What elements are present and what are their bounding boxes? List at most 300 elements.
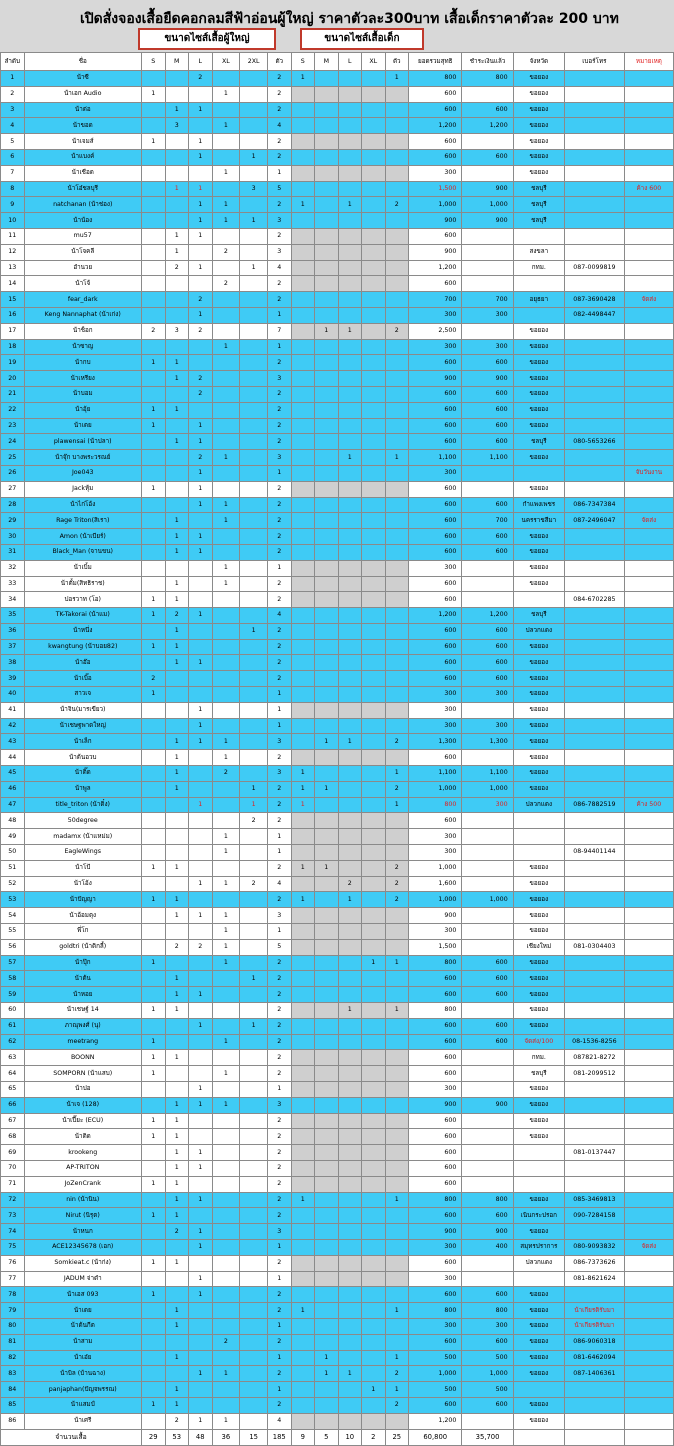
table-cell: ขอยอง (513, 323, 564, 339)
table-cell: 2 (165, 1413, 189, 1429)
table-cell: 12 (1, 244, 25, 260)
table-cell: เนินกระปรอก (513, 1208, 564, 1224)
table-cell (315, 750, 339, 766)
table-cell (240, 1145, 268, 1161)
table-cell (189, 1303, 213, 1319)
table-cell (165, 465, 189, 481)
table-cell: 1 (165, 513, 189, 529)
table-cell (385, 465, 409, 481)
table-cell (338, 576, 362, 592)
table-cell: 1 (268, 1382, 292, 1398)
table-cell: 1 (240, 781, 268, 797)
table-cell: 2 (268, 513, 292, 529)
table-cell: 80 (1, 1318, 25, 1334)
table-cell: 2 (268, 655, 292, 671)
table-cell: 59 (1, 987, 25, 1003)
table-cell: 1 (142, 1113, 166, 1129)
table-cell: 60 (1, 1003, 25, 1019)
table-cell (142, 118, 166, 134)
table-cell: 1 (165, 181, 189, 197)
table-cell (564, 734, 624, 750)
table-cell: 2 (189, 71, 213, 87)
table-cell: 1 (189, 1145, 213, 1161)
table-row (1, 1034, 674, 1050)
table-cell (362, 623, 386, 639)
table-cell (362, 1255, 386, 1271)
table-cell: 1 (315, 860, 339, 876)
table-cell: 1 (189, 1287, 213, 1303)
table-cell (564, 766, 624, 782)
table-cell: 62 (1, 1034, 25, 1050)
table-cell (142, 924, 166, 940)
table-cell: 1 (268, 165, 292, 181)
table-cell (315, 829, 339, 845)
table-cell (362, 292, 386, 308)
table-cell (212, 1382, 240, 1398)
table-cell (564, 702, 624, 718)
table-cell: 086-7373626 (564, 1255, 624, 1271)
row-name-cell: สาวเจ (24, 687, 142, 703)
table-cell (385, 1097, 409, 1113)
table-cell: 600 (409, 86, 462, 102)
table-cell (240, 513, 268, 529)
table-cell: 1 (165, 655, 189, 671)
table-cell (624, 734, 673, 750)
table-cell (240, 1208, 268, 1224)
table-cell: นครราชสีมา (513, 513, 564, 529)
table-cell (189, 892, 213, 908)
table-row (1, 1160, 674, 1176)
table-cell (624, 860, 673, 876)
table-cell (338, 655, 362, 671)
table-cell: 2 (189, 323, 213, 339)
row-name-cell: พี่โก (24, 924, 142, 940)
table-cell (624, 1034, 673, 1050)
table-cell (624, 750, 673, 766)
table-cell (462, 1082, 513, 1098)
table-cell: ปลวกแดง (513, 623, 564, 639)
table-row (1, 228, 674, 244)
table-cell (624, 560, 673, 576)
table-cell (338, 118, 362, 134)
table-cell (142, 149, 166, 165)
table-cell (165, 1334, 189, 1350)
table-cell (189, 955, 213, 971)
table-cell (564, 339, 624, 355)
table-cell (362, 1034, 386, 1050)
table-cell (564, 971, 624, 987)
table-cell: 600 (409, 1066, 462, 1082)
table-cell: 1 (142, 592, 166, 608)
column-header: S (142, 53, 166, 71)
row-name-cell: น้าต้นอวบ (24, 750, 142, 766)
table-cell (362, 1303, 386, 1319)
table-cell: 2 (268, 813, 292, 829)
table-cell: 300 (462, 718, 513, 734)
table-cell (624, 1145, 673, 1161)
table-cell: 1 (189, 497, 213, 513)
table-cell: ขอยอง (513, 987, 564, 1003)
table-row (1, 718, 674, 734)
table-cell: 600 (409, 987, 462, 1003)
table-cell: 600 (409, 228, 462, 244)
table-cell (362, 1208, 386, 1224)
table-cell (240, 687, 268, 703)
table-cell (385, 1224, 409, 1240)
table-cell: 900 (409, 1224, 462, 1240)
table-cell (165, 481, 189, 497)
table-cell: 2 (268, 481, 292, 497)
table-cell: 1,100 (409, 450, 462, 466)
table-cell: 300 (462, 687, 513, 703)
table-cell: จับวันงาน (624, 465, 673, 481)
table-cell: 1 (142, 860, 166, 876)
table-cell: 2 (240, 813, 268, 829)
table-cell (462, 1160, 513, 1176)
table-cell: 20 (1, 371, 25, 387)
table-cell (362, 450, 386, 466)
table-cell (240, 165, 268, 181)
table-cell: 1 (189, 149, 213, 165)
table-cell (240, 702, 268, 718)
table-cell (212, 1082, 240, 1098)
table-cell (291, 734, 315, 750)
table-cell: 2 (268, 1287, 292, 1303)
table-cell: 1 (142, 1287, 166, 1303)
table-cell (624, 418, 673, 434)
table-cell: 600 (462, 386, 513, 402)
table-cell: 1 (189, 876, 213, 892)
table-cell (338, 671, 362, 687)
table-cell (385, 1160, 409, 1176)
row-name-cell: น้าเชษฐ์ 14 (24, 1003, 142, 1019)
row-name-cell: Nirut (นิรุต) (24, 1208, 142, 1224)
table-cell: ขอยอง (513, 1224, 564, 1240)
table-row (1, 908, 674, 924)
table-row (1, 339, 674, 355)
table-cell (362, 418, 386, 434)
table-cell: 1 (189, 418, 213, 434)
table-cell (212, 813, 240, 829)
table-cell: 4 (268, 118, 292, 134)
row-name-cell: น้าสาม (24, 1334, 142, 1350)
table-row (1, 1382, 674, 1398)
table-cell (291, 1255, 315, 1271)
table-cell (624, 102, 673, 118)
table-cell (142, 228, 166, 244)
table-cell: ขอยอง (513, 1413, 564, 1429)
table-cell (142, 1145, 166, 1161)
table-cell (315, 260, 339, 276)
table-cell: ขอยอง (513, 1334, 564, 1350)
table-cell: 2 (268, 228, 292, 244)
table-cell: 5 (1, 134, 25, 150)
table-cell (165, 1082, 189, 1098)
table-cell (142, 797, 166, 813)
table-cell: 600 (409, 276, 462, 292)
table-cell: ขอยอง (513, 655, 564, 671)
table-cell (142, 197, 166, 213)
table-cell (385, 118, 409, 134)
table-cell (189, 845, 213, 861)
row-name-cell: Amon (น้าเบียร์) (24, 529, 142, 545)
table-cell (385, 1129, 409, 1145)
table-cell: 1 (165, 1050, 189, 1066)
table-cell (362, 1397, 386, 1413)
table-cell: 3 (268, 450, 292, 466)
table-cell: 600 (462, 671, 513, 687)
table-cell (291, 355, 315, 371)
table-cell: ขอยอง (513, 418, 564, 434)
table-cell (240, 655, 268, 671)
table-cell (462, 165, 513, 181)
table-cell (624, 971, 673, 987)
table-cell (385, 1082, 409, 1098)
table-cell (362, 1239, 386, 1255)
table-row (1, 71, 674, 87)
table-cell: 300 (462, 307, 513, 323)
table-cell: 3 (268, 371, 292, 387)
table-cell (315, 608, 339, 624)
table-cell: 1 (338, 1366, 362, 1382)
table-cell (291, 971, 315, 987)
table-cell (362, 639, 386, 655)
table-cell (624, 939, 673, 955)
table-cell: ขอยอง (513, 71, 564, 87)
table-cell: 600 (409, 386, 462, 402)
table-cell: 25 (1, 450, 25, 466)
table-cell (315, 1192, 339, 1208)
table-cell: สงขลา (513, 244, 564, 260)
table-cell (240, 1413, 268, 1429)
table-row (1, 1066, 674, 1082)
table-cell (291, 513, 315, 529)
table-cell: 1 (142, 418, 166, 434)
row-name-cell: plawensai (น้าปลา) (24, 434, 142, 450)
table-row (1, 260, 674, 276)
table-cell (142, 244, 166, 260)
table-cell (291, 1097, 315, 1113)
table-cell (315, 355, 339, 371)
table-cell: 53 (1, 892, 25, 908)
table-cell (564, 181, 624, 197)
table-cell (315, 165, 339, 181)
table-cell (315, 371, 339, 387)
table-cell (291, 497, 315, 513)
table-cell (338, 339, 362, 355)
table-cell (291, 845, 315, 861)
table-cell: ขอยอง (513, 371, 564, 387)
table-cell (240, 955, 268, 971)
column-header: L (189, 53, 213, 71)
table-cell (385, 1176, 409, 1192)
table-cell (624, 608, 673, 624)
table-cell (385, 544, 409, 560)
table-cell (338, 402, 362, 418)
table-cell (165, 702, 189, 718)
table-cell (165, 955, 189, 971)
table-cell: 2 (268, 292, 292, 308)
total-cell: 15 (240, 1429, 268, 1445)
table-cell (362, 165, 386, 181)
table-cell: ขอยอง (513, 860, 564, 876)
table-cell (142, 766, 166, 782)
table-cell: 1 (212, 829, 240, 845)
table-cell (315, 1271, 339, 1287)
table-cell (385, 339, 409, 355)
row-name-cell: น้าพูล (24, 781, 142, 797)
table-cell: 36 (1, 623, 25, 639)
table-cell (212, 1287, 240, 1303)
table-cell (315, 1113, 339, 1129)
row-name-cell: meetrang (24, 1034, 142, 1050)
table-cell (240, 307, 268, 323)
table-cell: 300 (409, 165, 462, 181)
table-cell (564, 276, 624, 292)
table-row (1, 371, 674, 387)
table-cell: 2 (268, 529, 292, 545)
row-name-cell: น้าต่อ (24, 102, 142, 118)
table-cell (212, 102, 240, 118)
table-cell (385, 260, 409, 276)
table-row (1, 797, 674, 813)
table-cell (624, 434, 673, 450)
table-row (1, 845, 674, 861)
table-cell (624, 687, 673, 703)
table-cell (212, 781, 240, 797)
table-cell (240, 228, 268, 244)
table-cell (338, 228, 362, 244)
table-cell: อยุธยา (513, 292, 564, 308)
table-cell (315, 702, 339, 718)
table-cell (315, 1082, 339, 1098)
table-cell: 1 (268, 339, 292, 355)
column-header: เบอร์โทร (564, 53, 624, 71)
table-cell (142, 434, 166, 450)
table-row (1, 418, 674, 434)
table-cell (142, 1192, 166, 1208)
table-row (1, 1129, 674, 1145)
table-cell (624, 307, 673, 323)
table-cell (142, 702, 166, 718)
table-cell (385, 1255, 409, 1271)
table-cell (165, 845, 189, 861)
table-cell (142, 339, 166, 355)
table-cell: 086-7347384 (564, 497, 624, 513)
table-cell: 66 (1, 1097, 25, 1113)
table-cell (564, 623, 624, 639)
table-cell (462, 1050, 513, 1066)
table-cell: 47 (1, 797, 25, 813)
table-cell (165, 71, 189, 87)
table-cell: 2 (268, 1255, 292, 1271)
table-cell (624, 339, 673, 355)
row-name-cell: title_triton (น้าติ๋ง) (24, 797, 142, 813)
table-cell: ชลบุรี (513, 181, 564, 197)
table-cell (142, 560, 166, 576)
table-cell (462, 1066, 513, 1082)
table-cell: 600 (462, 987, 513, 1003)
table-row (1, 813, 674, 829)
table-cell: 1 (142, 1050, 166, 1066)
table-cell (362, 939, 386, 955)
table-cell (385, 1318, 409, 1334)
table-cell (142, 1160, 166, 1176)
table-cell: 42 (1, 718, 25, 734)
table-cell: 900 (462, 371, 513, 387)
table-cell: 1 (1, 71, 25, 87)
table-cell: 2 (268, 1066, 292, 1082)
table-cell (362, 355, 386, 371)
table-cell (240, 671, 268, 687)
table-cell: 600 (409, 497, 462, 513)
table-cell (338, 987, 362, 1003)
table-cell (624, 702, 673, 718)
table-cell (385, 213, 409, 229)
table-cell (338, 1397, 362, 1413)
table-cell (315, 797, 339, 813)
table-cell (189, 813, 213, 829)
table-cell (291, 876, 315, 892)
table-cell (513, 1382, 564, 1398)
table-cell (362, 102, 386, 118)
table-cell (624, 671, 673, 687)
table-cell (362, 671, 386, 687)
table-cell: 1 (268, 307, 292, 323)
table-cell: 1,000 (409, 197, 462, 213)
total-cell-empty (624, 1429, 673, 1445)
table-cell (338, 718, 362, 734)
table-cell (240, 1318, 268, 1334)
table-cell: 1 (189, 1413, 213, 1429)
table-cell (291, 1082, 315, 1098)
table-cell: 1 (362, 955, 386, 971)
table-cell: 41 (1, 702, 25, 718)
table-cell (165, 386, 189, 402)
table-row (1, 1176, 674, 1192)
table-cell (564, 1018, 624, 1034)
row-name-cell: Joe043 (24, 465, 142, 481)
table-cell (165, 1066, 189, 1082)
row-name-cell: ACE12345678 (เอก) (24, 1239, 142, 1255)
table-cell (291, 560, 315, 576)
table-cell (212, 149, 240, 165)
table-cell: 2 (385, 1366, 409, 1382)
table-cell (291, 1003, 315, 1019)
table-cell (212, 544, 240, 560)
table-cell (564, 1113, 624, 1129)
table-cell: 081-0137447 (564, 1145, 624, 1161)
table-cell (338, 1097, 362, 1113)
table-cell (240, 860, 268, 876)
table-cell (315, 118, 339, 134)
table-cell: ขอยอง (513, 671, 564, 687)
table-cell: 1 (212, 450, 240, 466)
table-cell: 800 (409, 71, 462, 87)
table-cell: 74 (1, 1224, 25, 1240)
table-cell: 26 (1, 465, 25, 481)
table-cell (315, 955, 339, 971)
table-cell (362, 86, 386, 102)
table-cell: ค้าง 500 (624, 797, 673, 813)
row-name-cell: nin (น้านิน) (24, 1192, 142, 1208)
table-cell: จัดส่ง (624, 1239, 673, 1255)
table-cell (624, 276, 673, 292)
table-cell: 1 (189, 908, 213, 924)
table-cell: 2 (165, 260, 189, 276)
table-cell (338, 560, 362, 576)
table-cell (624, 576, 673, 592)
